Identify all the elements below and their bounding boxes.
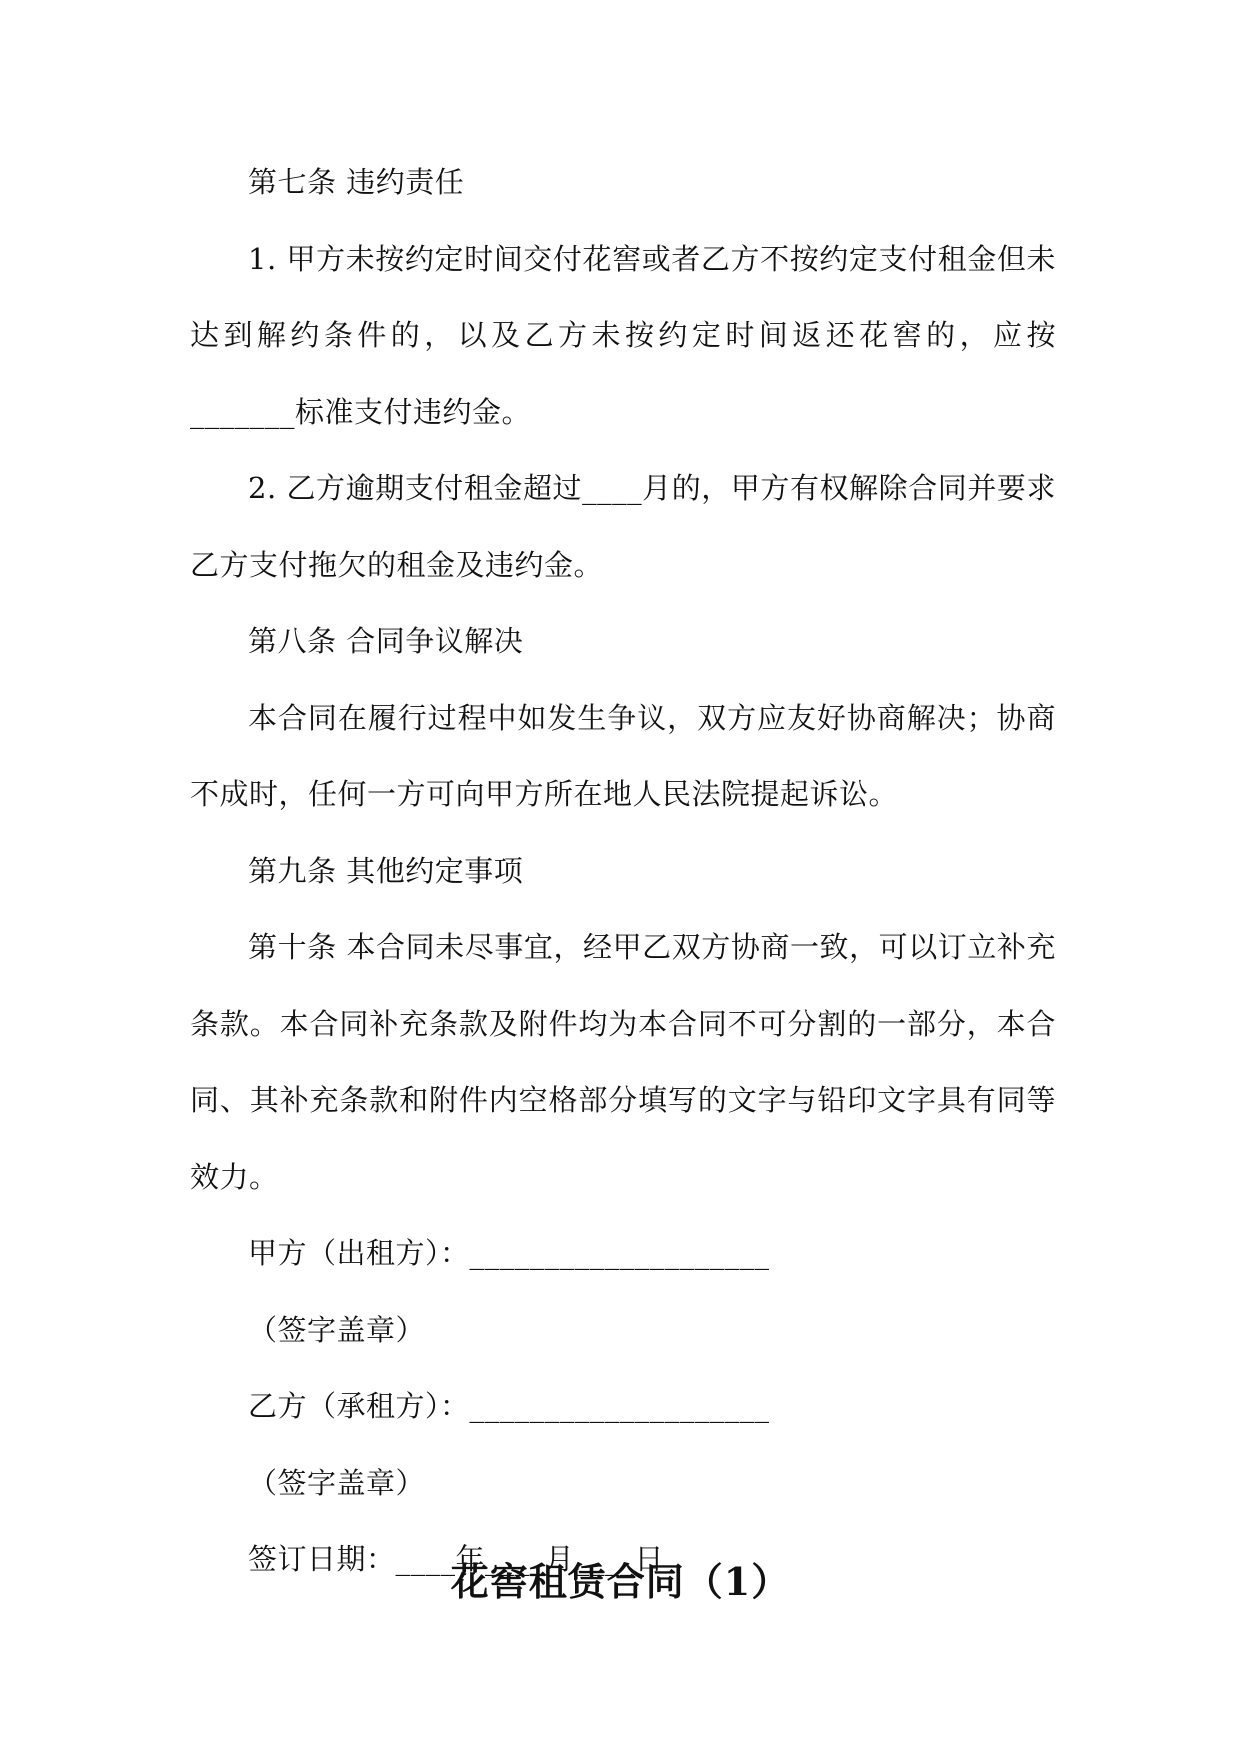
next-contract-title: 花窖租赁合同（1） [450,1559,791,1604]
contract-body [190,144,1056,1598]
article-7-heading: 第七条 违约责任 [248,165,465,199]
party-a-signature-line: 甲方（出租方）：____________________ [248,1236,770,1270]
party-b-signature-line: 乙方（承租方）：____________________ [248,1389,770,1423]
article-9-heading: 第九条 其他约定事项 [248,853,524,888]
article-7-clause-1: 1. 甲方未按约定时间交付花窖或者乙方不按约定支付租金但未达到解约条件的，以及乙方未按约定时间返还花窖的，应按_______标准支付违约金。 [190,241,1056,429]
signing-date-line: 签订日期：____年____月____日 [248,1542,665,1576]
article-10-text: 第十条 本合同未尽事宜，经甲乙双方协商一致，可以订立补充条款。本合同补充条款及附件均为本合同不可分割的一部分，本合同、其补充条款和附件内空格部分填写的文字与铅印文字具有同等效力。 [190,930,1056,1194]
article-8-text: 本合同在履行过程中如发生争议，双方应友好协商解决；协商不成时，任何一方可向甲方所在地人民法院提起诉讼。 [190,700,1056,811]
article-7-clause-2: 2. 乙方逾期支付租金超过____月的，甲方有权解除合同并要求乙方支付拖欠的租金及违约金。 [190,471,1056,582]
party-b-seal-note: （签字盖章） [248,1465,426,1500]
article-8-heading: 第八条 合同争议解决 [248,624,524,658]
party-a-seal-note: （签字盖章） [248,1312,426,1347]
